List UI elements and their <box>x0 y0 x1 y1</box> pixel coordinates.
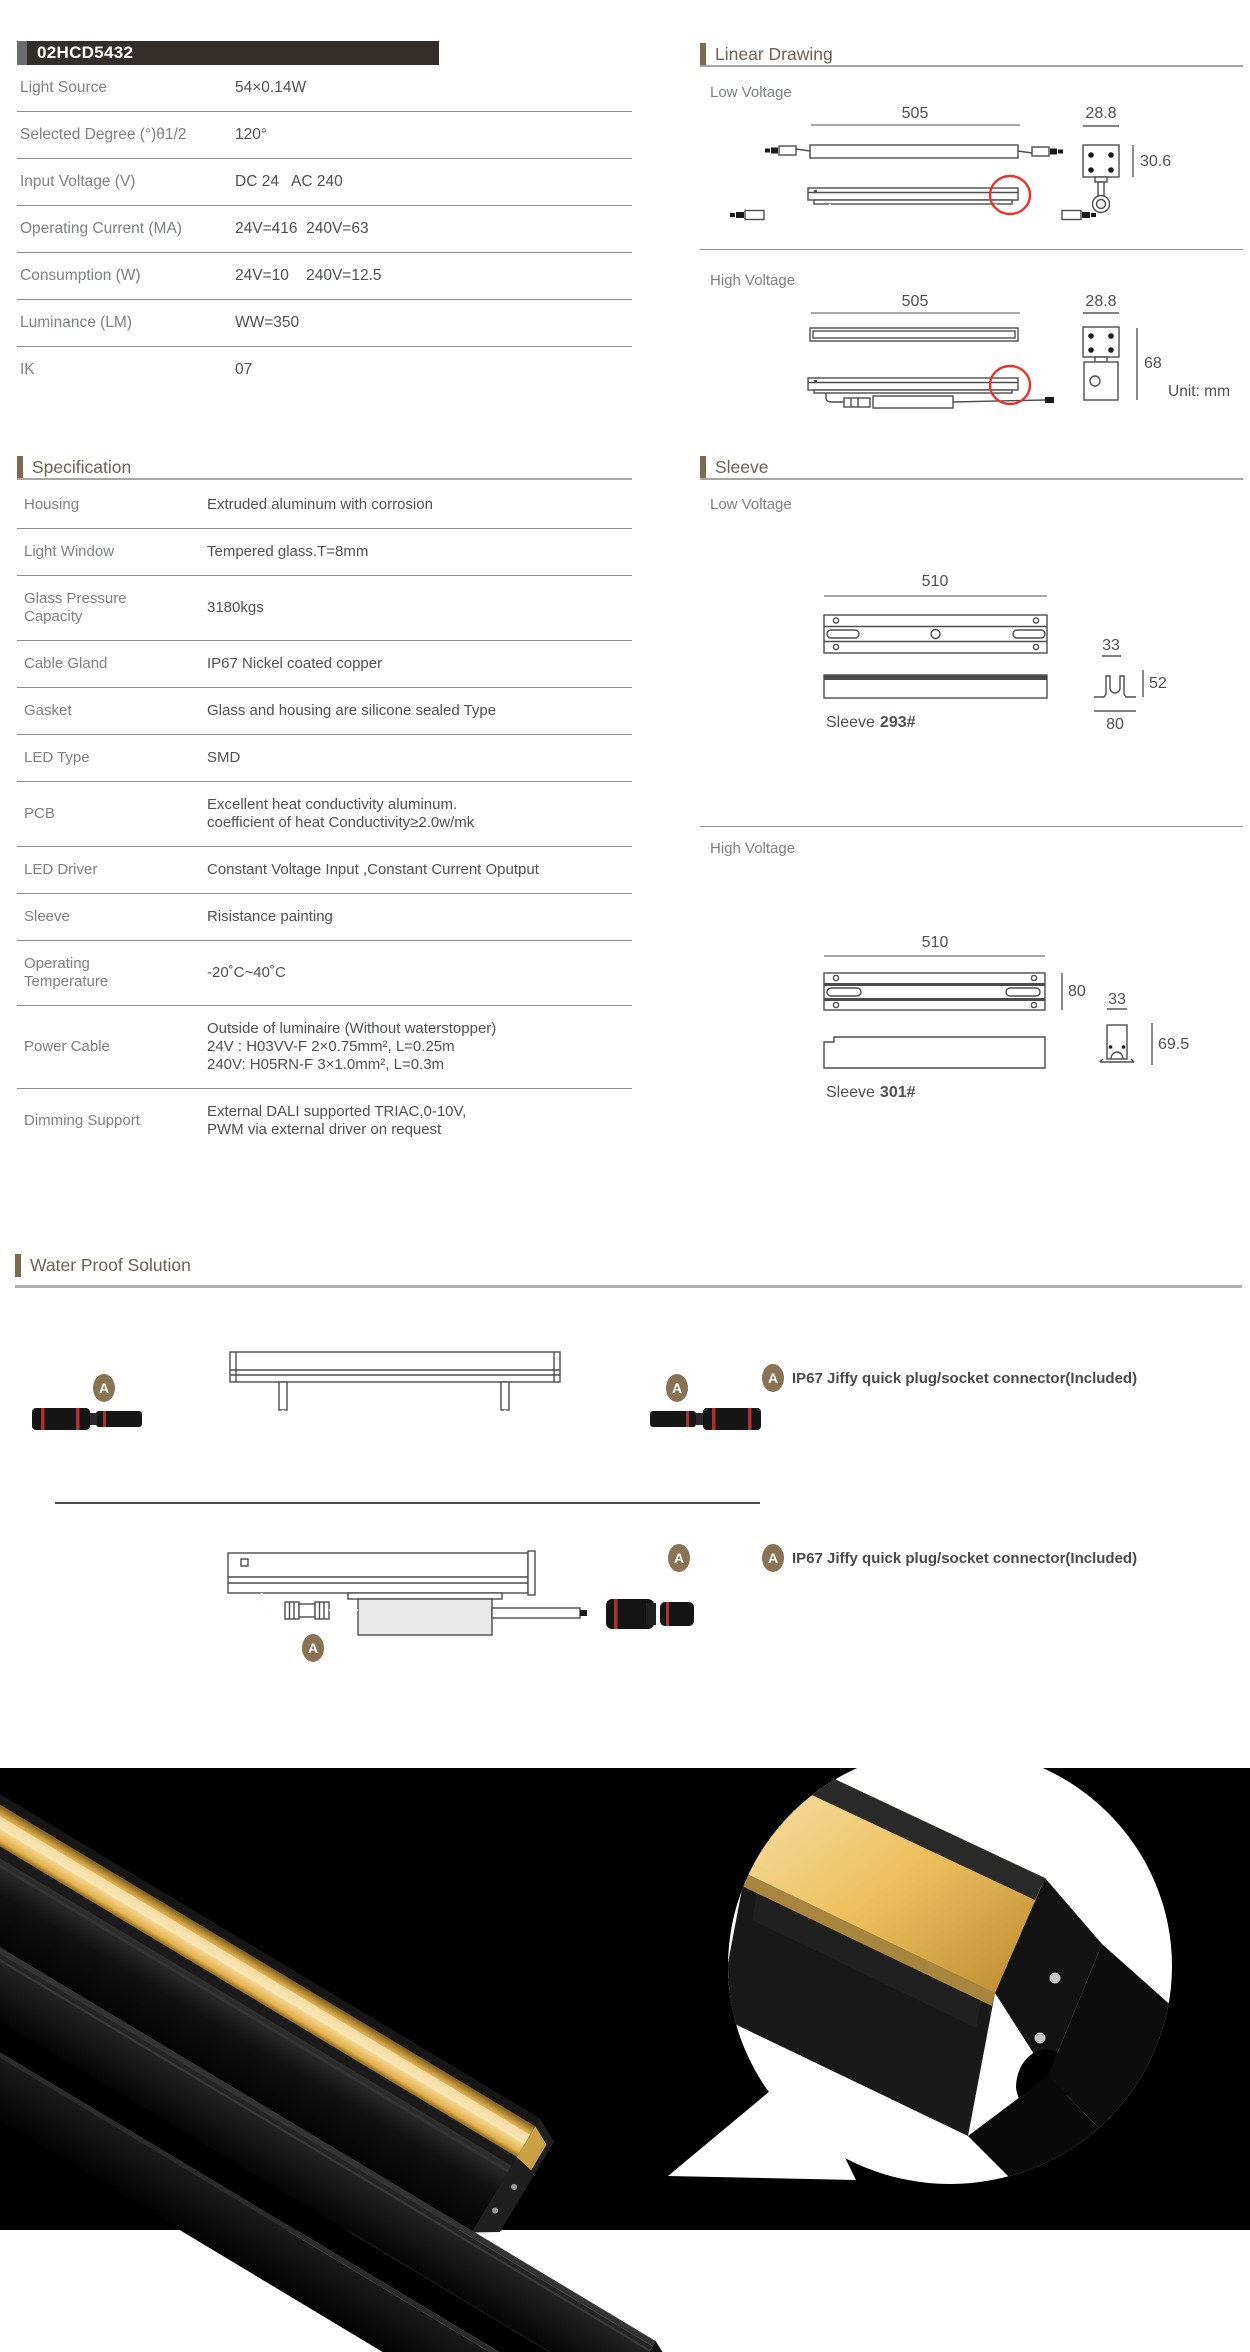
spec-value: Excellent heat conductivity aluminum. coefficient of heat Conductivity≥2.0w/mk <box>207 796 475 831</box>
sleeve-cross-section <box>1100 1023 1189 1065</box>
spec-value: Constant Voltage Input ,Constant Current Oputput <box>207 861 539 878</box>
spec-value: 54×0.14W <box>235 79 307 96</box>
spec-label: Glass Pressure Capacity <box>24 590 127 625</box>
svg-text:A: A <box>307 1640 319 1656</box>
dim-length: 505 <box>901 105 929 122</box>
sleeve-cross-section <box>1094 637 1167 733</box>
spec-value: 120° <box>235 126 268 143</box>
spec-label: Gasket <box>24 702 72 719</box>
spec-label: Light Window <box>24 543 115 560</box>
spec-value: -20˚C~40˚C <box>207 964 286 981</box>
spec-value: IP67 Nickel coated copper <box>207 655 383 672</box>
section-accent-bar <box>700 43 706 66</box>
dim-length: 510 <box>921 934 949 951</box>
spec-label: LED Type <box>24 749 90 766</box>
luminaire-profile <box>228 1551 535 1595</box>
table-row <box>17 1006 632 1089</box>
table-row <box>17 206 632 253</box>
table-row <box>17 641 632 688</box>
dim-height: 68 <box>1144 355 1162 372</box>
svg-text:A: A <box>767 1550 779 1566</box>
spec-value: External DALI supported TRIAC,0-10V, PWM via external driver on request <box>207 1103 467 1138</box>
spec-label: Luminance (LM) <box>20 314 132 331</box>
sleeve-low-voltage-figure <box>700 570 1243 745</box>
dim-depth: 80 <box>1068 983 1086 1000</box>
table-row <box>17 894 632 941</box>
product-photo <box>0 1728 1250 2352</box>
section-title: Specification <box>32 456 132 477</box>
section-title: Sleeve <box>715 456 769 477</box>
table-row <box>17 482 632 529</box>
luminaire-profile <box>230 1352 560 1382</box>
table-row <box>17 941 632 1006</box>
product-code-header <box>17 41 439 65</box>
dim-length: 505 <box>901 293 929 310</box>
voltage-label-low: Low Voltage <box>710 496 792 513</box>
table-row <box>17 735 632 782</box>
spec-value: 07 <box>235 361 253 378</box>
dim-top: 33 <box>1102 637 1120 654</box>
product-code: 02HCD5432 <box>27 41 439 65</box>
unit-label: Unit: mm <box>1168 383 1230 400</box>
figure-divider <box>700 826 1243 827</box>
table-row <box>17 1089 632 1153</box>
section-rule <box>17 478 632 480</box>
table-row <box>17 688 632 735</box>
linear-drawing-low-voltage-figure <box>700 100 1243 238</box>
spec-value: 3180kgs <box>207 599 264 616</box>
dim-height: 30.6 <box>1140 153 1172 170</box>
section-rule <box>15 1285 1242 1288</box>
spec-label: Input Voltage (V) <box>20 173 136 190</box>
table-row <box>17 847 632 894</box>
spec-label: Operating Current (MA) <box>20 220 182 237</box>
spec-value: Tempered glass.T=8mm <box>207 543 369 560</box>
product-spec-table <box>17 65 632 393</box>
section-header-sleeve <box>700 455 769 479</box>
svg-text:A: A <box>767 1370 779 1386</box>
spec-label: PCB <box>24 805 55 822</box>
spec-label: Housing <box>24 496 80 513</box>
spec-label: Cable Gland <box>24 655 108 672</box>
legend <box>762 1544 1137 1572</box>
voltage-label-high: High Voltage <box>710 840 796 857</box>
spec-value: Risistance painting <box>207 908 333 925</box>
waterproof-figure-high <box>0 1525 1250 1690</box>
table-row <box>17 782 632 847</box>
svg-text:A: A <box>98 1380 110 1396</box>
spec-value: WW=350 <box>235 314 300 331</box>
section-accent-bar <box>15 1254 21 1277</box>
svg-text:A: A <box>673 1550 685 1566</box>
dim-top: 33 <box>1108 991 1126 1008</box>
spec-label: Consumption (W) <box>20 267 141 284</box>
luminaire-top-view <box>810 328 1018 341</box>
marker-a <box>93 1374 115 1402</box>
marker-a <box>668 1544 690 1572</box>
dim-side: 69.5 <box>1158 1036 1190 1053</box>
legend-text: IP67 Jiffy quick plug/socket connector(Included) <box>792 1370 1138 1387</box>
svg-text:A: A <box>671 1380 683 1396</box>
spec-value: Extruded aluminum with corrosion <box>207 496 433 513</box>
spec-value: 24V=416 240V=63 <box>235 220 369 237</box>
sleeve-side-view <box>824 675 1047 698</box>
table-row <box>17 347 632 393</box>
voltage-label-low: Low Voltage <box>710 84 792 101</box>
sleeve-top-view <box>824 973 1086 1010</box>
dim-base: 80 <box>1106 716 1124 733</box>
section-title: Water Proof Solution <box>30 1254 191 1275</box>
spec-label: Power Cable <box>24 1038 110 1055</box>
cable-left <box>32 1382 287 1430</box>
dim-width: 28.8 <box>1085 105 1117 122</box>
sleeve-high-voltage-figure <box>700 925 1243 1110</box>
driver-box <box>348 1593 587 1635</box>
table-row <box>17 529 632 576</box>
marker-a <box>666 1374 688 1402</box>
table-row <box>17 576 632 641</box>
spec-label: Dimming Support <box>24 1112 140 1129</box>
section-header-linear-drawing <box>700 42 833 66</box>
luminaire-top-view <box>765 145 1063 158</box>
table-row <box>17 300 632 347</box>
spec-value: DC 24 AC 240 <box>235 173 343 190</box>
linear-drawing-high-voltage-figure <box>700 292 1243 417</box>
sleeve-name: Sleeve 301# <box>826 1084 916 1101</box>
spec-value: SMD <box>207 749 241 766</box>
marker-a <box>302 1634 324 1662</box>
section-accent-bar <box>17 456 23 479</box>
spec-label: Selected Degree (°)θ1/2 <box>20 126 187 143</box>
sleeve-name: Sleeve 293# <box>826 714 916 731</box>
table-row <box>17 253 632 300</box>
legend <box>762 1364 1137 1392</box>
dim-length: 510 <box>921 573 949 590</box>
sleeve-top-view <box>824 615 1047 653</box>
section-accent-bar <box>700 456 706 479</box>
section-header-specification <box>17 455 131 479</box>
figure-divider <box>700 249 1243 250</box>
luminaire-side-view <box>730 176 1096 220</box>
waterproof-figure-low <box>0 1330 1250 1490</box>
spec-label: LED Driver <box>24 861 98 878</box>
spec-value: Outside of luminaire (Without waterstopper) 24V : H03VV-F 2×0.75mm², L=0.25m 240V: H05RN-F 3×1.0mm², L=0.3m <box>207 1020 497 1073</box>
specification-table <box>17 482 632 1153</box>
cross-section-high <box>1083 293 1230 400</box>
section-rule <box>700 478 1243 480</box>
spec-value: Glass and housing are silicone sealed Type <box>207 702 497 719</box>
luminaire-side-view <box>808 366 1054 408</box>
inline-connector <box>262 1593 358 1619</box>
header-accent-block <box>17 41 27 65</box>
cross-section-low <box>1083 105 1171 213</box>
loose-connectors <box>606 1599 694 1629</box>
spec-label: Sleeve <box>24 908 70 925</box>
spec-label: Light Source <box>20 79 108 96</box>
sleeve-side-view <box>824 1037 1045 1068</box>
spec-label: Operating Temperature <box>24 955 109 990</box>
spec-label: IK <box>20 361 35 378</box>
waterproof-divider <box>55 1502 760 1504</box>
voltage-label-high: High Voltage <box>710 272 796 289</box>
section-title: Linear Drawing <box>715 43 833 64</box>
dim-width: 28.8 <box>1085 293 1117 310</box>
section-rule <box>700 65 1243 67</box>
section-header-waterproof <box>15 1253 191 1277</box>
legend-text: IP67 Jiffy quick plug/socket connector(Included) <box>792 1550 1138 1567</box>
table-row <box>17 112 632 159</box>
spec-value: 24V=10 240V=12.5 <box>235 267 382 284</box>
dim-side: 52 <box>1149 675 1167 692</box>
cable-right <box>501 1382 761 1430</box>
table-row <box>17 159 632 206</box>
table-row <box>17 65 632 112</box>
